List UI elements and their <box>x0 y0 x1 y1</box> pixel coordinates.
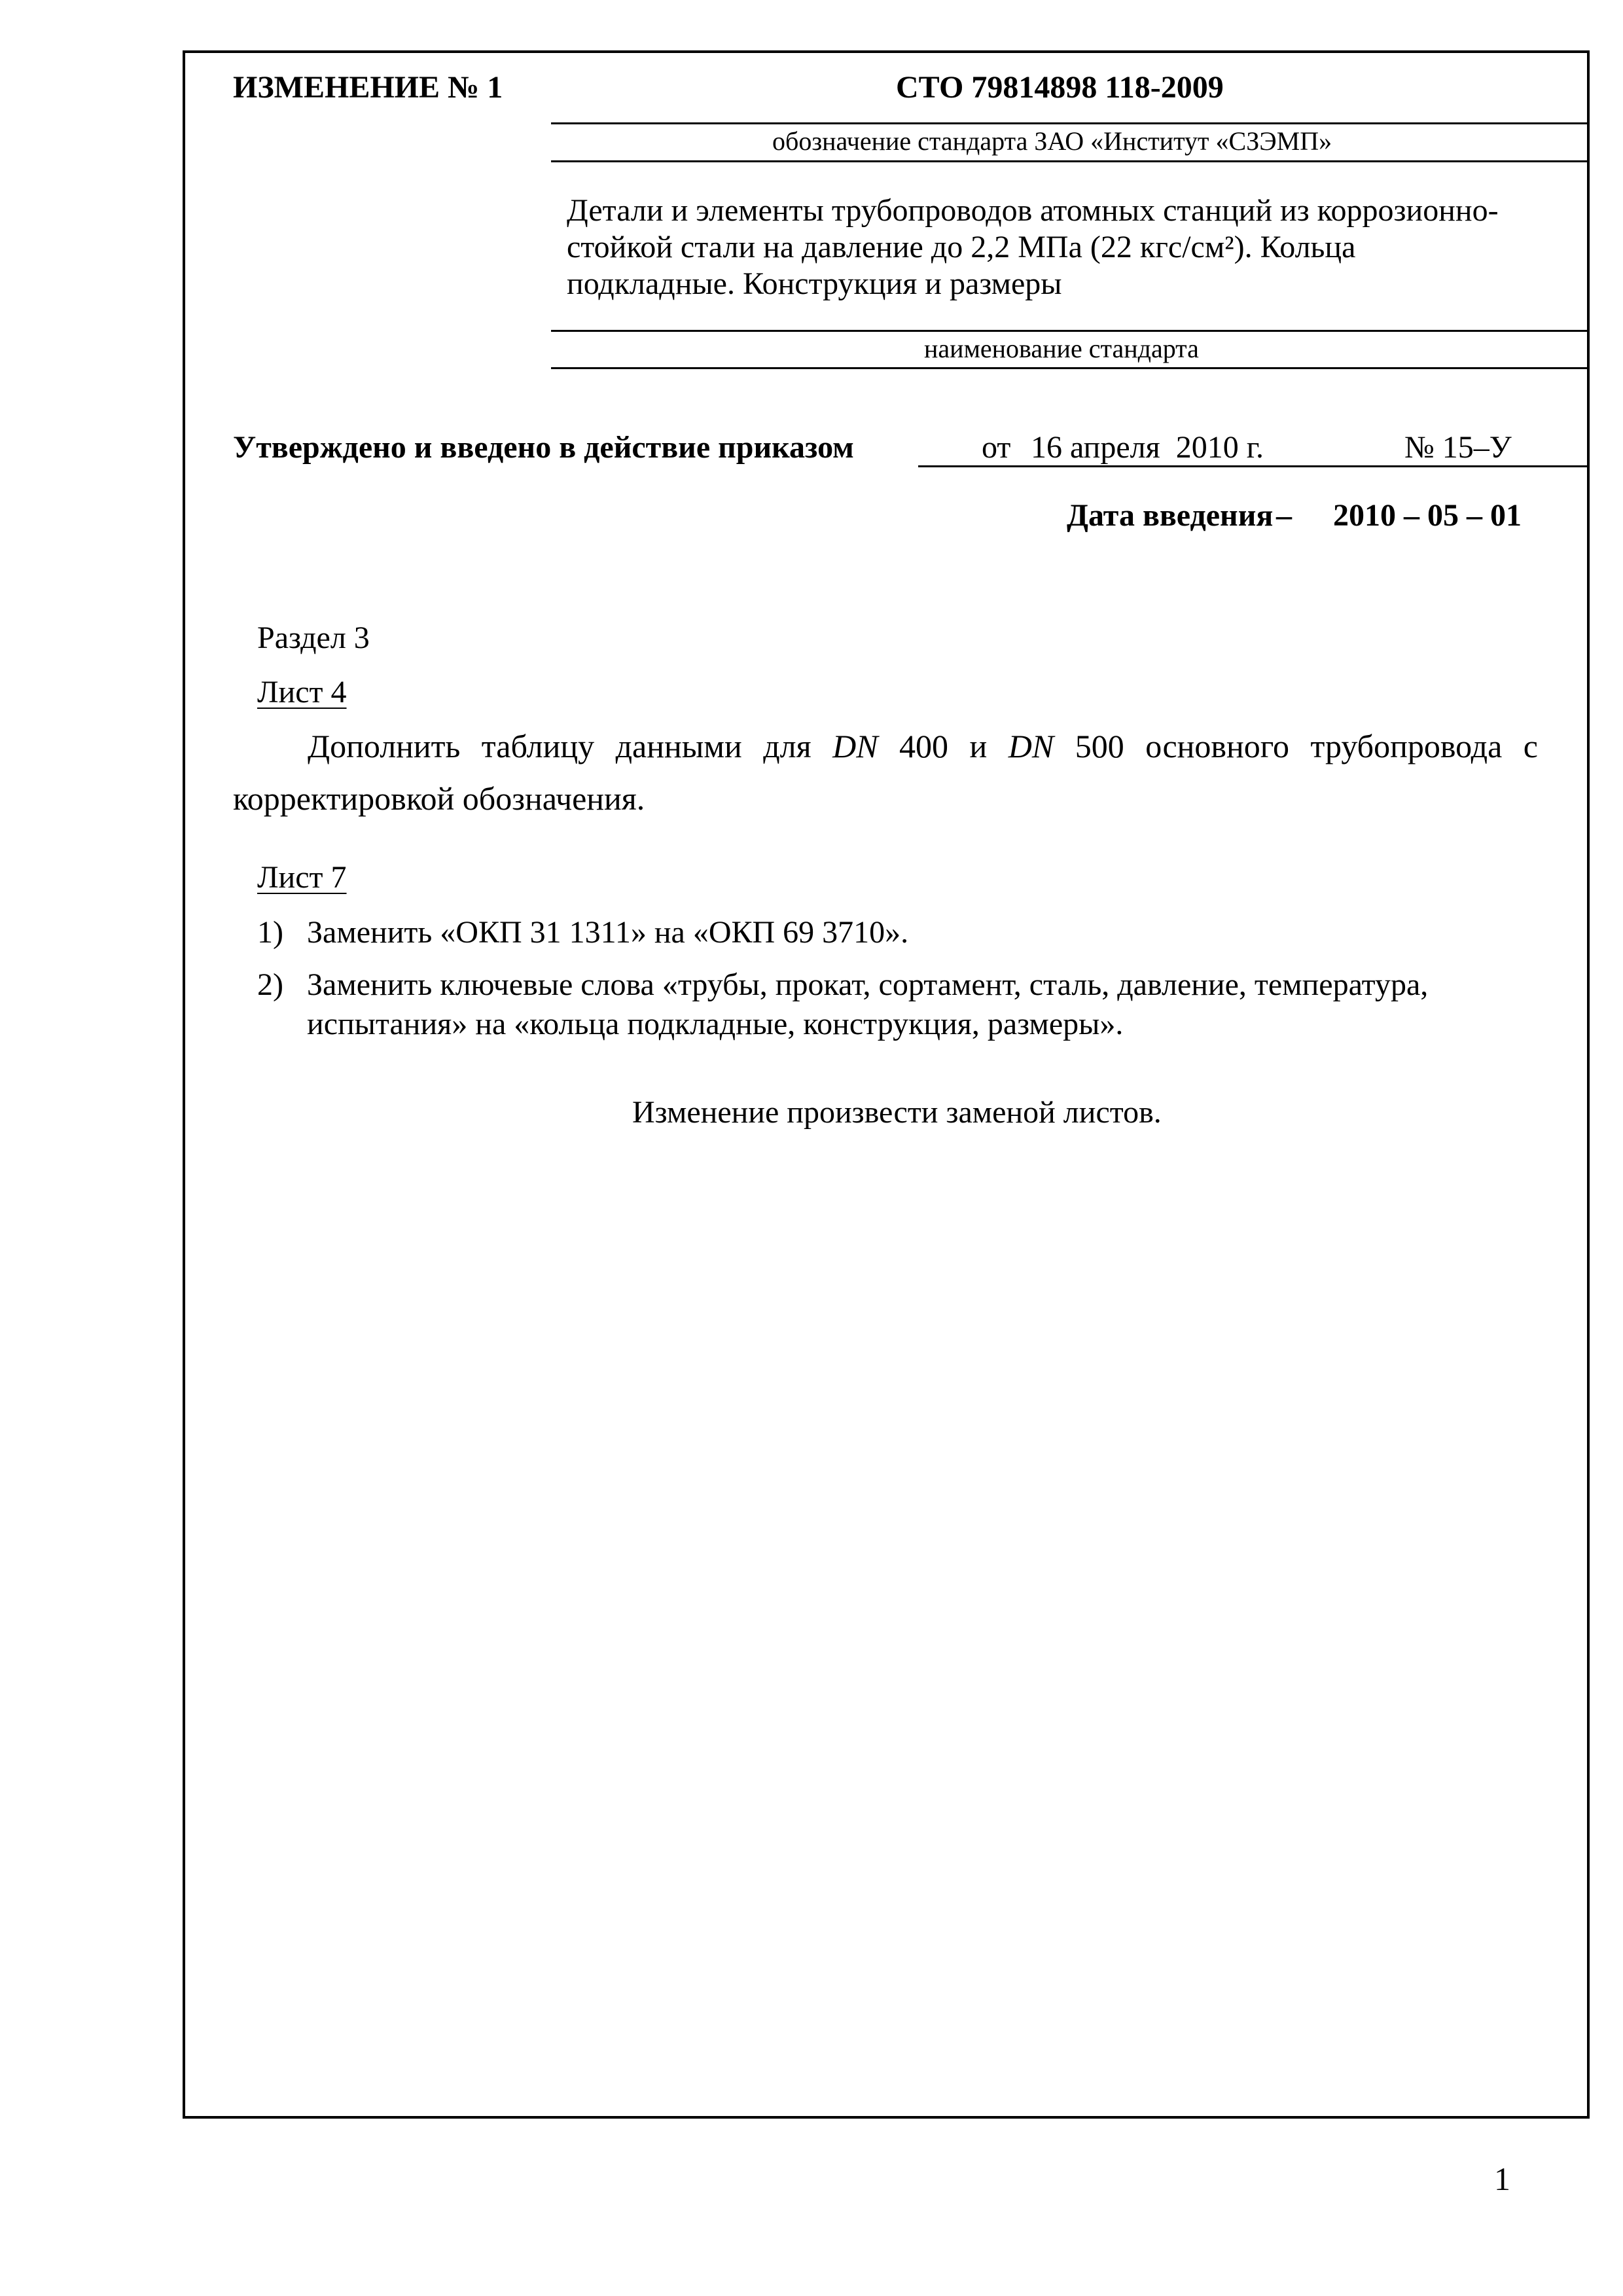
closing-instruction: Изменение произвести заменой листов. <box>632 1095 1162 1130</box>
approval-order-number: № 15–У <box>1404 430 1512 465</box>
sheet4-heading: Лист 4 <box>257 675 347 709</box>
approval-label: Утверждено и введено в действие приказом <box>233 430 854 465</box>
list-item-text-1: Заменить «ОКП 31 1311» на «ОКП 69 3710». <box>307 915 909 950</box>
document-frame <box>183 50 1590 2119</box>
standard-code-caption: обозначение стандарта ЗАО «Институт «СЗЭМП» <box>772 126 1332 156</box>
sheet7-heading: Лист 7 <box>257 860 347 895</box>
list-item-text-2-line-2: испытания» на «кольца подкладные, конструкция, размеры». <box>307 1007 1124 1041</box>
sheet4-text-part: 400 и <box>878 728 1008 764</box>
standard-code: СТО 79814898 118-2009 <box>896 70 1224 105</box>
introduction-label: Дата введения <box>1067 498 1274 533</box>
list-item-text-2-line-1: Заменить ключевые слова «трубы, прокат, сортамент, сталь, давление, температура, <box>307 967 1429 1002</box>
dn-symbol: DN <box>1008 728 1054 764</box>
introduction-dash: – <box>1276 498 1292 533</box>
section-heading: Раздел 3 <box>257 620 370 655</box>
sheet4-text-part: 500 основного трубопровода с корректировкой обозначения. <box>233 728 1538 817</box>
list-item-number-2: 2) <box>257 967 283 1002</box>
standard-title-line-1: Детали и элементы трубопроводов атомных станций из коррозионно- <box>567 193 1499 228</box>
standard-title-caption-rule <box>551 367 1587 369</box>
standard-title-line-2: стойкой стали на давление до 2,2 МПа (22 кгс/см²). Кольца <box>567 230 1356 264</box>
sheet4-paragraph <box>233 720 1538 825</box>
approval-date-prefix: от <box>982 430 1011 465</box>
dn-symbol: DN <box>832 728 878 764</box>
introduction-date: 2010 – 05 – 01 <box>1333 498 1522 533</box>
standard-code-rule <box>551 122 1587 124</box>
standard-code-caption-rule <box>551 160 1587 162</box>
standard-title-rule <box>551 330 1587 332</box>
page-number: 1 <box>1494 2161 1510 2197</box>
approval-date: 16 апреля 2010 г. <box>1031 430 1264 465</box>
standard-title-line-3: подкладные. Конструкция и размеры <box>567 266 1062 301</box>
list-item-number-1: 1) <box>257 915 283 950</box>
change-label: ИЗМЕНЕНИЕ № 1 <box>233 70 503 105</box>
sheet4-text-part: Дополнить таблицу данными для <box>308 728 833 764</box>
standard-title-caption: наименование стандарта <box>924 334 1199 363</box>
approval-rule <box>918 465 1587 467</box>
